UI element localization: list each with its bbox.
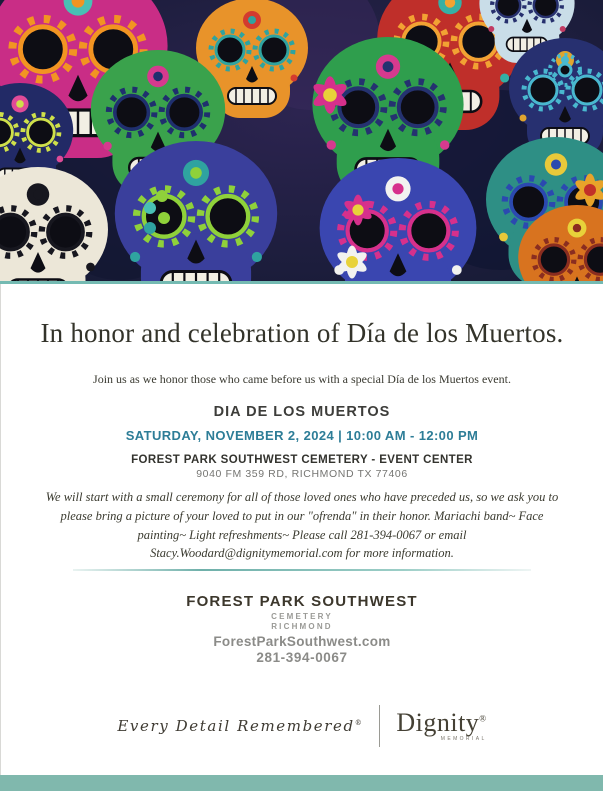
dignity-logo <box>396 710 486 742</box>
event-details: We will start with a small ceremony for all of those loved ones who have preceded us, so we ask you to please bring a picture of your loved to put in our "ofrenda" in their honor. Mariachi band~ Face painting~ Light refreshments~ Please call 281-394-0067 or email Stacy.Woodard@dignitymemorial.com for more information. <box>45 490 559 561</box>
location-city: RICHMOND <box>271 622 333 631</box>
location-website: ForestParkSouthwest.com <box>213 634 391 649</box>
dignity-wordmark <box>396 708 486 737</box>
registered-mark: ® <box>354 719 364 727</box>
event-name: DIA DE LOS MUERTOS <box>213 404 391 420</box>
event-address: 9040 FM 359 RD, RICHMOND TX 77406 <box>196 468 408 480</box>
teal-divider <box>73 569 531 571</box>
location-type: CEMETERY <box>271 612 333 621</box>
sugar-skulls-photo <box>0 0 603 281</box>
registered-mark: ® <box>479 713 487 724</box>
brand-tagline <box>117 717 363 735</box>
location-phone: 281-394-0067 <box>256 650 348 665</box>
bottom-teal-band <box>0 775 603 791</box>
event-datetime: SATURDAY, NOVEMBER 2, 2024 | 10:00 AM - 12:00 PM <box>125 428 479 443</box>
dignity-wordmark-text: Dignity <box>396 708 480 737</box>
page-title: In honor and celebration of Día de los Muertos. <box>40 318 564 348</box>
brand-tagline-text: Every Detail Remembered <box>117 717 355 735</box>
event-venue: FOREST PARK SOUTHWEST CEMETERY - EVENT CENTER <box>131 454 473 466</box>
location-name: FOREST PARK SOUTHWEST <box>186 593 418 610</box>
flyer-body <box>0 284 603 775</box>
brand-divider-line <box>379 705 380 747</box>
intro-text: Join us as we honor those who came before us with a special Día de los Muertos event. <box>93 372 511 386</box>
brand-row <box>1 705 603 747</box>
dignity-memorial-label: MEMORIAL <box>440 736 487 742</box>
